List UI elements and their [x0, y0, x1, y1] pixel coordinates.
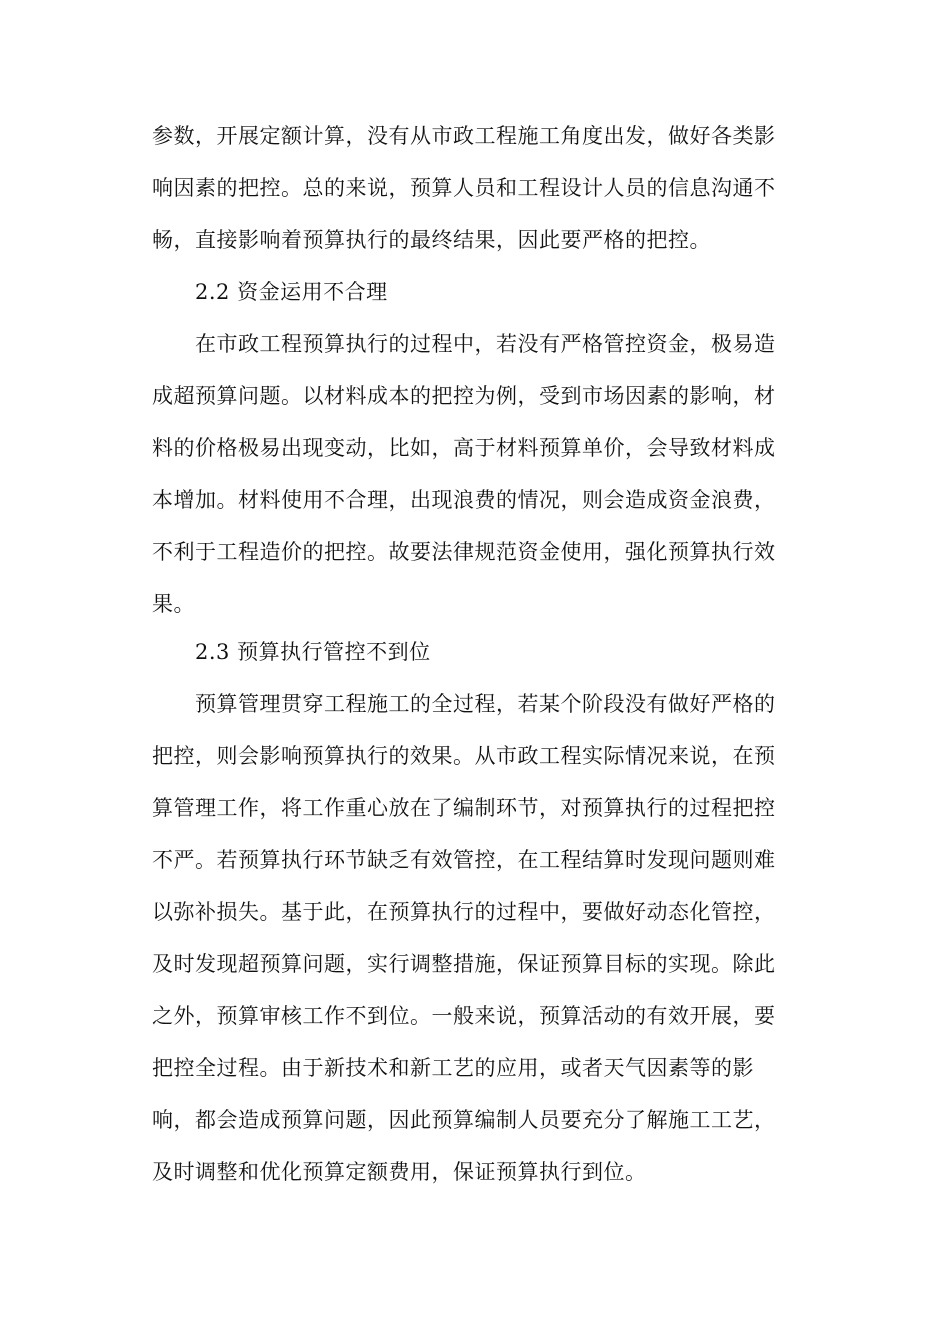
paragraph-3-line-6: 及时发现超预算问题，实行调整措施，保证预算目标的实现。除此: [152, 952, 776, 976]
paragraph-2-line-4: 本增加。材料使用不合理，出现浪费的情况，则会造成资金浪费，: [152, 488, 776, 512]
paragraph-3-line-3: 算管理工作，将工作重心放在了编制环节，对预算执行的过程把控: [152, 796, 776, 820]
paragraph-2-line-6: 果。: [152, 592, 195, 616]
paragraph-2-line-1: 在市政工程预算执行的过程中，若没有严格管控资金，极易造: [195, 332, 776, 356]
paragraph-3-line-4: 不严。若预算执行环节缺乏有效管控，在工程结算时发现问题则难: [152, 848, 776, 872]
paragraph-3-line-9: 响，都会造成预算问题，因此预算编制人员要充分了解施工工艺，: [152, 1108, 776, 1132]
paragraph-1-line-3: 畅，直接影响着预算执行的最终结果，因此要严格的把控。: [152, 228, 711, 252]
paragraph-3-line-5: 以弥补损失。基于此，在预算执行的过程中，要做好动态化管控，: [152, 900, 776, 924]
paragraph-3-line-8: 把控全过程。由于新技术和新工艺的应用，或者天气因素等的影: [152, 1056, 754, 1080]
paragraph-3-line-10: 及时调整和优化预算定额费用，保证预算执行到位。: [152, 1160, 647, 1184]
paragraph-3-line-1: 预算管理贯穿工程施工的全过程，若某个阶段没有做好严格的: [195, 692, 776, 716]
section-heading-2-3: 2.3 预算执行管控不到位: [195, 640, 431, 664]
paragraph-3-line-2: 把控，则会影响预算执行的效果。从市政工程实际情况来说，在预: [152, 744, 776, 768]
paragraph-2-line-3: 料的价格极易出现变动，比如，高于材料预算单价，会导致材料成: [152, 436, 776, 460]
paragraph-1-line-2: 响因素的把控。总的来说，预算人员和工程设计人员的信息沟通不: [152, 176, 776, 200]
paragraph-3-line-7: 之外，预算审核工作不到位。一般来说，预算活动的有效开展，要: [152, 1004, 776, 1028]
paragraph-1-line-1: 参数，开展定额计算，没有从市政工程施工角度出发，做好各类影: [152, 124, 776, 148]
section-heading-2-2: 2.2 资金运用不合理: [195, 280, 388, 304]
paragraph-2-line-2: 成超预算问题。以材料成本的把控为例，受到市场因素的影响，材: [152, 384, 776, 408]
paragraph-2-line-5: 不利于工程造价的把控。故要法律规范资金使用，强化预算执行效: [152, 540, 776, 564]
